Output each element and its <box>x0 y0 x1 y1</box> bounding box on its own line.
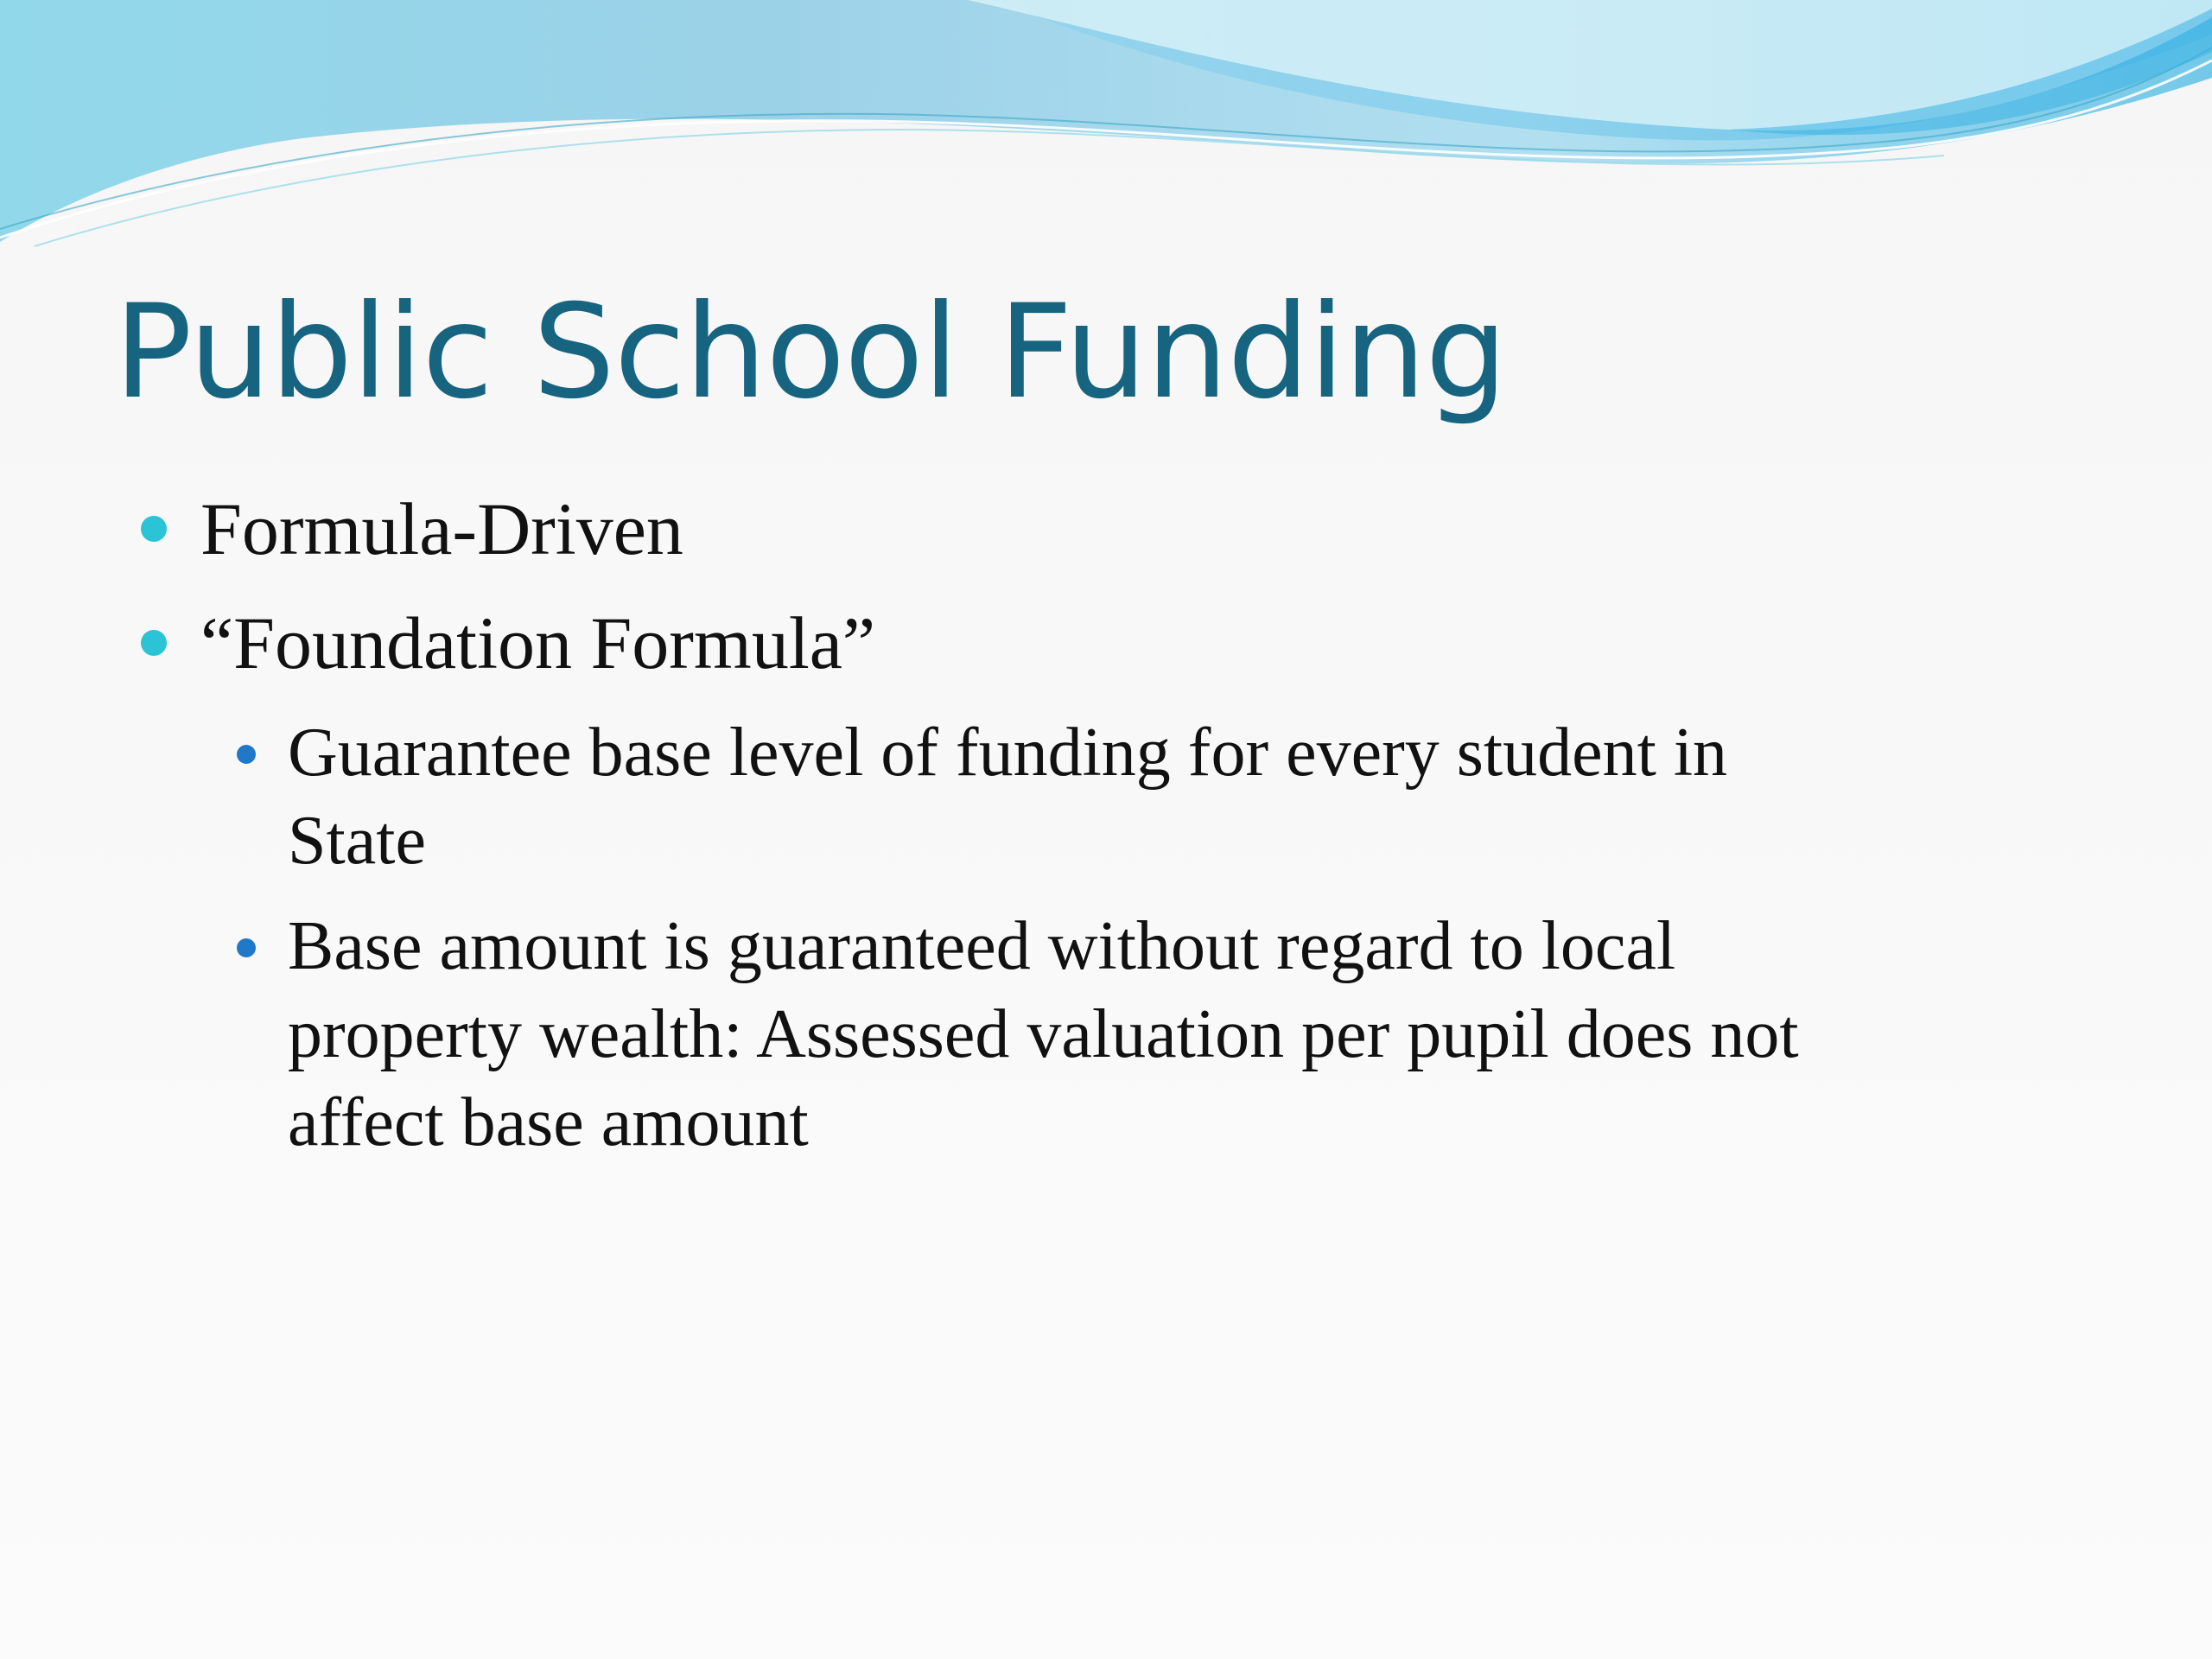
sub-bullet-line: property wealth: Assessed valuation per pupil does not <box>288 996 1799 1072</box>
slide-title: Public School Funding <box>114 277 1507 428</box>
sub-bullet-line: Guarantee base level of funding for every student in <box>288 715 1728 791</box>
bullet-dot-icon <box>141 516 167 542</box>
sub-bullet-line: State <box>288 803 426 879</box>
sub-bullet-dot-icon <box>237 745 256 764</box>
sub-bullet-line: affect base amount <box>288 1084 809 1160</box>
bullet-text: “Foundation Formula” <box>200 601 876 684</box>
bullet-dot-icon <box>141 630 167 656</box>
sub-bullet-dot-icon <box>237 938 256 957</box>
bullet-text: Formula-Driven <box>200 487 683 570</box>
sub-bullet-line: Base amount is guaranteed without regard to local <box>288 908 1676 984</box>
